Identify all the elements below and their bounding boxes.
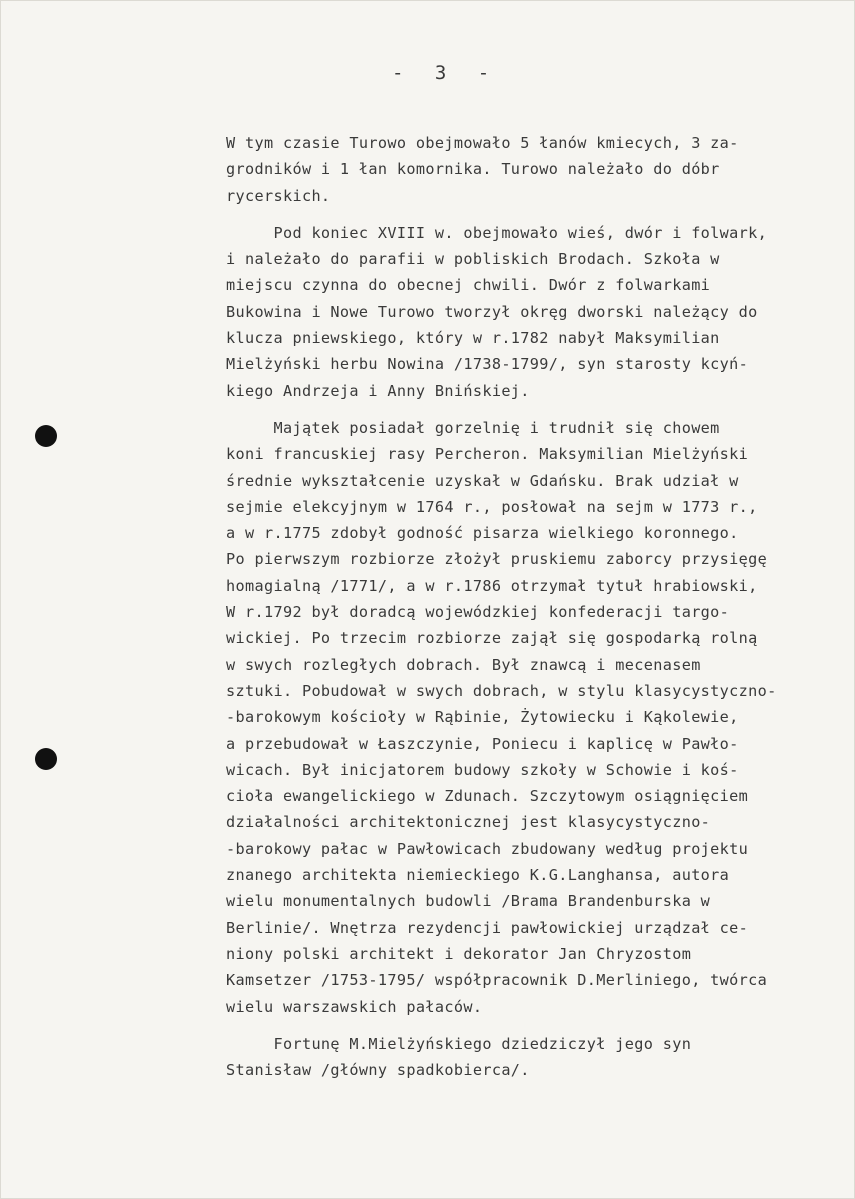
text-line: średnie wykształcenie uzyskał w Gdańsku. Brak udział w xyxy=(226,471,739,490)
text-line: homagialną /1771/, a w r.1786 otrzymał tytuł hrabiowski, xyxy=(226,576,758,595)
text-line: wielu warszawskich pałaców. xyxy=(226,997,483,1016)
paragraph xyxy=(226,415,846,1020)
text-line: -barokowym kościoły w Rąbinie, Żytowiecku i Kąkolewie, xyxy=(226,708,739,727)
text-line: kiego Andrzeja i Anny Bnińskiej. xyxy=(226,381,530,400)
text-line: niony polski architekt i dekorator Jan Chryzostom xyxy=(226,944,692,963)
paragraph-gap xyxy=(226,1020,846,1031)
text-line: a przebudował w Łaszczynie, Poniecu i kaplicę w Pawło- xyxy=(226,734,739,753)
paragraph-gap xyxy=(226,404,846,415)
text-line: Kamsetzer /1753-1795/ współpracownik D.Merliniego, twórca xyxy=(226,971,768,990)
text-line: koni francuskiej rasy Percheron. Maksymilian Mielżyński xyxy=(226,445,749,464)
text-line: wicach. Był inicjatorem budowy szkoły w Schowie i koś- xyxy=(226,760,739,779)
punch-hole-lower xyxy=(35,748,57,770)
text-line: rycerskich. xyxy=(226,186,331,205)
text-line: Berlinie/. Wnętrza rezydencji pawłowickiej urządzał ce- xyxy=(226,918,749,937)
text-line: Pod koniec XVIII w. obejmowało wieś, dwór i folwark, xyxy=(226,223,768,242)
text-line: znanego architekta niemieckiego K.G.Langhansa, autora xyxy=(226,866,730,885)
text-line: Stanisław /główny spadkobierca/. xyxy=(226,1061,530,1080)
paragraph xyxy=(226,220,846,404)
text-line: działalności architektonicznej jest klasycystyczno- xyxy=(226,813,711,832)
paragraph-gap xyxy=(226,209,846,220)
body-text xyxy=(226,130,846,1083)
text-line: i należało do parafii w pobliskich Brodach. Szkoła w xyxy=(226,250,720,269)
text-line: W r.1792 był doradcą wojewódzkiej konfederacji targo- xyxy=(226,603,730,622)
text-line: grodników i 1 łan komornika. Turowo należało do dóbr xyxy=(226,160,720,179)
text-line: W tym czasie Turowo obejmowało 5 łanów kmiecych, 3 za- xyxy=(226,134,739,152)
text-line: klucza pniewskiego, który w r.1782 nabył Maksymilian xyxy=(226,329,720,348)
text-line: Po pierwszym rozbiorze złożył pruskiemu zaborcy przysięgę xyxy=(226,550,768,569)
text-line: a w r.1775 zdobył godność pisarza wielkiego koronnego. xyxy=(226,524,739,543)
paragraph xyxy=(226,130,846,209)
text-line: -barokowy pałac w Pawłowicach zbudowany według projektu xyxy=(226,839,749,858)
page-number: - 3 - xyxy=(392,62,500,84)
text-line: wielu monumentalnych budowli /Brama Brandenburska w xyxy=(226,892,711,911)
text-line: cioła ewangelickiego w Zdunach. Szczytowym osiągnięciem xyxy=(226,787,749,806)
text-line: wickiej. Po trzecim rozbiorze zajął się gospodarką rolną xyxy=(226,629,758,648)
paragraph xyxy=(226,1031,846,1084)
text-line: Fortunę M.Mielżyńskiego dziedziczył jego syn xyxy=(226,1034,692,1053)
punch-hole-upper xyxy=(35,425,57,447)
text-line: sztuki. Pobudował w swych dobrach, w stylu klasycystyczno- xyxy=(226,681,777,700)
text-line: miejscu czynna do obecnej chwili. Dwór z folwarkami xyxy=(226,276,711,295)
text-line: Bukowina i Nowe Turowo tworzył okręg dworski należący do xyxy=(226,302,758,321)
text-line: Mielżyński herbu Nowina /1738-1799/, syn starosty kcyń- xyxy=(226,355,749,374)
text-line: sejmie elekcyjnym w 1764 r., posłował na sejm w 1773 r., xyxy=(226,497,758,516)
text-line: Majątek posiadał gorzelnię i trudnił się chowem xyxy=(226,418,720,437)
text-line: w swych rozległych dobrach. Był znawcą i mecenasem xyxy=(226,655,701,674)
